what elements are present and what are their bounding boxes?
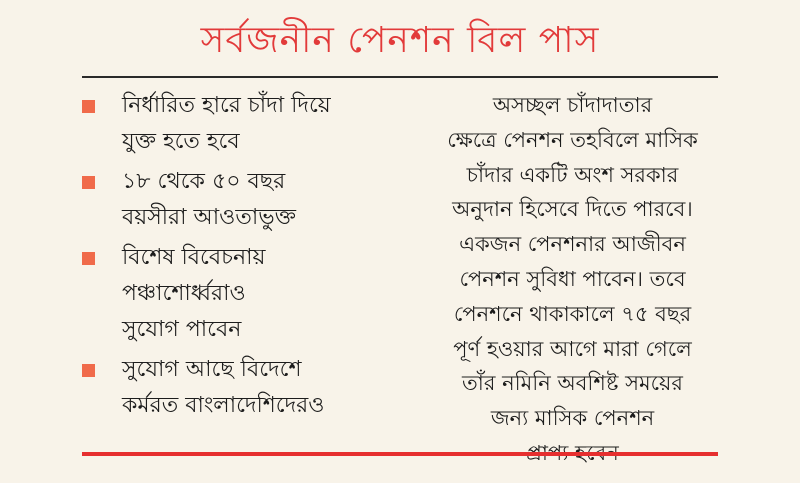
square-bullet-icon [82,364,95,377]
bullet-text: বিশেষ বিবেচনায় পঞ্চাশোর্ধ্বরাও সুযোগ পাবেন [122,245,266,342]
headline-title: সর্বজনীন পেনশন বিল পাস [200,20,600,61]
bullet-item [82,240,412,348]
square-bullet-icon [82,252,95,265]
square-bullet-icon [82,100,95,113]
bullet-text: ১৮ থেকে ৫০ বছর বয়সীরা আওতাভুক্ত [122,169,297,230]
bullet-text: সুযোগ আছে বিদেশে কর্মরত বাংলাদেশিদেরও [122,357,325,418]
bullet-item [82,352,412,424]
bullet-list [82,88,412,428]
bottom-divider [82,452,718,456]
square-bullet-icon [82,176,95,189]
bullet-item [82,88,412,160]
top-divider [82,76,718,78]
bullet-item [82,164,412,236]
summary-paragraph: অসচ্ছল চাঁদাদাতার ক্ষেত্রে পেনশন তহবিলে মাসিক চাঁদার একটি অংশ সরকার অনুদান হিসেবে দিতে পারবে। একজন পেনশনার আজীবন পেনশন সুবিধা পাবেন। তবে পেনশনে থাকাকালে ৭৫ বছর পূর্ণ হওয়ার আগে মারা গেলে তাঁর নমিনি অবশিষ্ট সময়ের জন্য মাসিক পেনশন [447,93,698,431]
bullet-text: নির্ধারিত হারে চাঁদা দিয়ে যুক্ত হতে হবে [122,93,331,154]
